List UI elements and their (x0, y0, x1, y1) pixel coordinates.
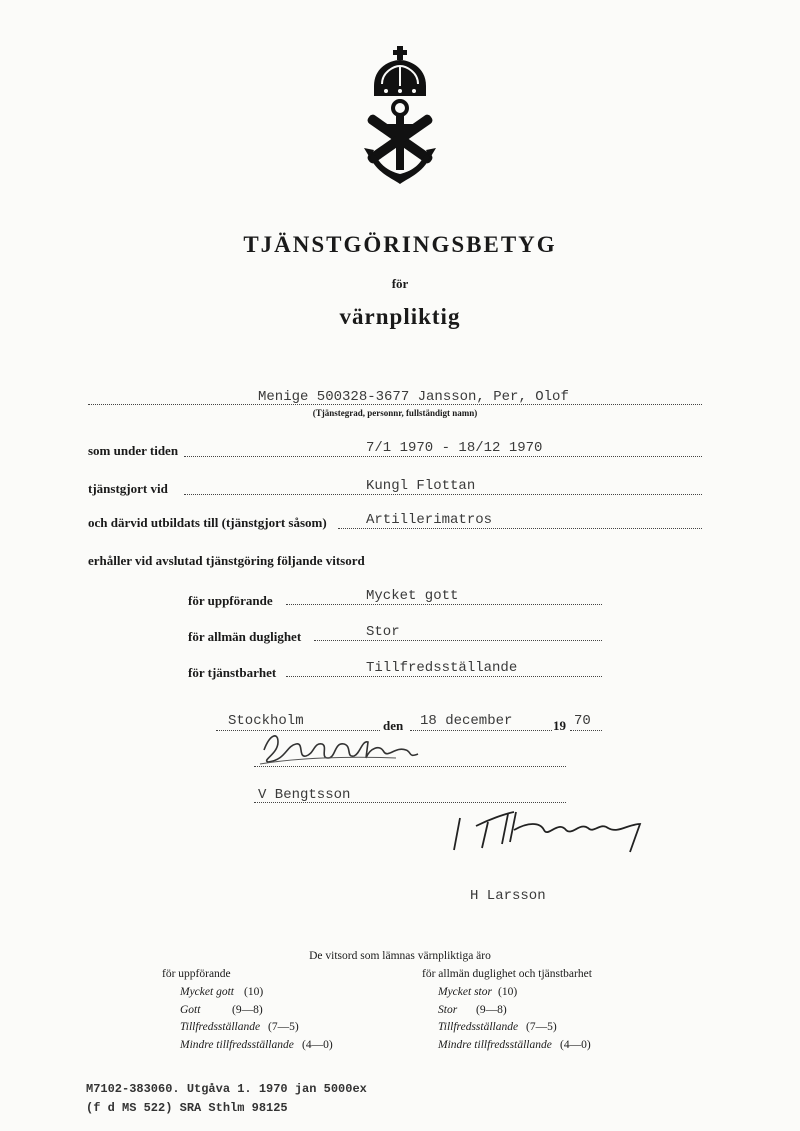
legend-left-item-name: Gott (180, 1004, 201, 1016)
legend-right-item-range: (9—8) (476, 1004, 507, 1016)
field-unit-label: tjänstgjort vid (88, 481, 168, 496)
grade-conduct-line (286, 604, 602, 605)
person-dotted-line (88, 404, 702, 405)
grade-conduct-label: för uppförande (188, 593, 273, 608)
place-value: Stockholm (228, 713, 304, 729)
footer-line1: M7102-383060. Utgåva 1. 1970 jan 5000ex (86, 1082, 367, 1096)
grades-intro: erhåller vid avslutad tjänstgöring följande vitsord (88, 553, 365, 568)
legend-right-item-name: Mycket stor (438, 986, 492, 998)
legend-left-item-name: Mindre tillfredsställande (180, 1039, 294, 1051)
for-label: för (391, 276, 409, 291)
grade-serviceability-line (286, 676, 602, 677)
legend-left-item-range: (10) (244, 986, 264, 998)
year-line (570, 730, 602, 731)
signatory1-name: V Bengtsson (258, 787, 351, 803)
grade-ability-label: för allmän duglighet (188, 629, 302, 644)
document-subtitle: värnpliktig (339, 304, 461, 329)
signature-bengtsson-icon (256, 728, 426, 768)
legend-left-title: för uppförande (162, 968, 231, 980)
date-value: 18 december (420, 713, 513, 729)
legend-left-item-range: (9—8) (232, 1004, 263, 1016)
legend-left-item-range: (4—0) (302, 1039, 333, 1051)
date-line (410, 730, 552, 731)
legend-heading: De vitsord som lämnas värnpliktiga äro (309, 950, 491, 962)
person-value: Menige 500328-3677 Jansson, Per, Olof (258, 389, 569, 405)
legend-right-item-name: Stor (438, 1004, 458, 1016)
signature1-line (254, 766, 566, 767)
grade-conduct-value: Mycket gott (366, 588, 459, 604)
signatory2-name: H Larsson (470, 888, 546, 904)
field-unit-value: Kungl Flottan (366, 478, 476, 494)
field-training-value: Artillerimatros (366, 512, 493, 528)
legend-right-item-range: (4—0) (560, 1039, 591, 1051)
year-suffix: 70 (574, 713, 591, 729)
person-caption: (Tjänstegrad, personnr, fullständigt namn) (312, 408, 478, 418)
grade-serviceability-label: för tjänstbarhet (188, 665, 277, 680)
legend-right-item-range: (7—5) (526, 1021, 557, 1033)
legend-left-item-range: (7—5) (268, 1021, 299, 1033)
grade-ability-value: Stor (366, 624, 400, 640)
field-period-value: 7/1 1970 - 18/12 1970 (366, 440, 543, 456)
legend-right-item-range: (10) (498, 986, 518, 998)
footer-line2: (f d MS 522) SRA Sthlm 98125 (86, 1101, 288, 1115)
year-prefix: 19 (553, 718, 566, 733)
field-training-line (338, 528, 702, 529)
field-period-line (184, 456, 702, 457)
signature-larsson-icon (448, 800, 658, 856)
legend-left-item-name: Tillfredsställande (180, 1021, 261, 1033)
field-period-label: som under tiden (88, 443, 179, 458)
legend-right-item-name: Tillfredsställande (438, 1021, 519, 1033)
grade-ability-line (314, 640, 602, 641)
field-unit-line (184, 494, 702, 495)
grade-serviceability-value: Tillfredsställande (366, 660, 518, 676)
document-title: TJÄNSTGÖRINGSBETYG (243, 232, 557, 257)
field-training-label: och därvid utbildats till (tjänstgjort såsom) (88, 515, 327, 530)
legend-right-item-name: Mindre tillfredsställande (438, 1039, 552, 1051)
naval-emblem-icon (352, 44, 448, 186)
legend-left-item-name: Mycket gott (180, 986, 234, 998)
den-label: den (383, 718, 404, 733)
legend-right-title: för allmän duglighet och tjänstbarhet (422, 968, 592, 980)
